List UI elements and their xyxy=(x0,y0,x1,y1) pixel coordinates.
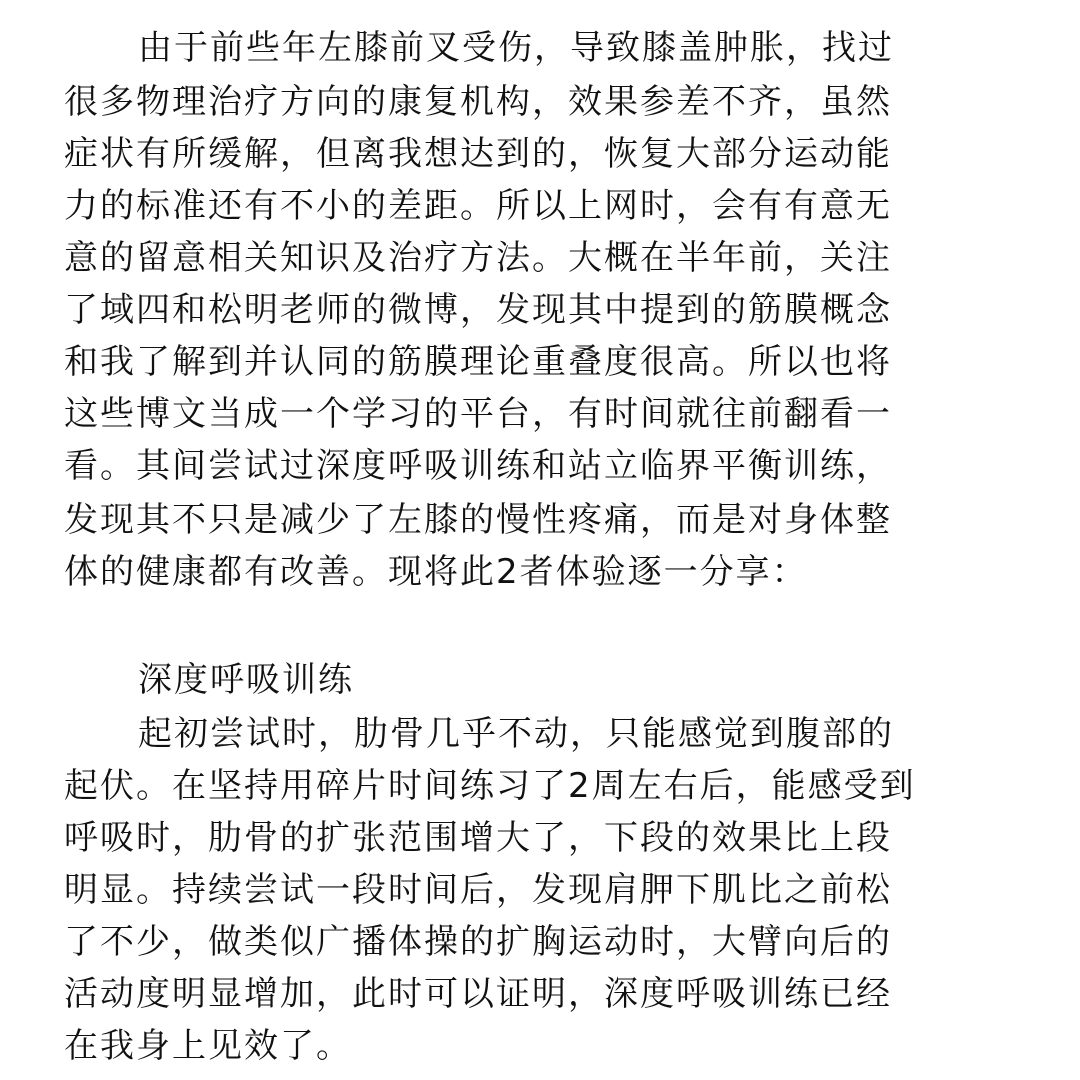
paragraph-2-line-6: 活动度明显增加，此时可以证明，深度呼吸训练已经 xyxy=(64,974,892,1014)
paragraph-2-line-2: 起伏。在坚持用碎片时间练习了2周左右后，能感受到 xyxy=(64,766,916,806)
paragraph-2-line-5: 了不少，做类似广播体操的扩胸运动时，大臂向后的 xyxy=(64,922,892,962)
paragraph-1-line-3: 症状有所缓解，但离我想达到的，恢复大部分运动能 xyxy=(64,134,892,174)
paragraph-1-line-1: 由于前些年左膝前叉受伤，导致膝盖肿胀，找过 xyxy=(138,28,894,68)
paragraph-1-line-2: 很多物理治疗方向的康复机构，效果参差不齐，虽然 xyxy=(64,82,892,122)
paragraph-1-line-11: 体的健康都有改善。现将此2者体验逐一分享： xyxy=(64,552,808,592)
paragraph-1-line-5: 意的留意相关知识及治疗方法。大概在半年前，关注 xyxy=(64,238,892,278)
paragraph-1-line-6: 了域四和松明老师的微博，发现其中提到的筋膜概念 xyxy=(64,290,892,330)
paragraph-2-line-7: 在我身上见效了。 xyxy=(64,1026,352,1066)
section-heading: 深度呼吸训练 xyxy=(138,660,354,700)
paragraph-1-line-7: 和我了解到并认同的筋膜理论重叠度很高。所以也将 xyxy=(64,342,892,382)
paragraph-2-line-1: 起初尝试时，肋骨几乎不动，只能感觉到腹部的 xyxy=(138,714,894,754)
paragraph-1-line-10: 发现其不只是减少了左膝的慢性疼痛，而是对身体整 xyxy=(64,500,892,540)
paragraph-2-line-3: 呼吸时，肋骨的扩张范围增大了，下段的效果比上段 xyxy=(64,818,892,858)
paragraph-2-line-4: 明显。持续尝试一段时间后，发现肩胛下肌比之前松 xyxy=(64,870,892,910)
paragraph-1-line-8: 这些博文当成一个学习的平台，有时间就往前翻看一 xyxy=(64,394,892,434)
paragraph-1-line-4: 力的标准还有不小的差距。所以上网时，会有有意无 xyxy=(64,186,892,226)
paragraph-1-line-9: 看。其间尝试过深度呼吸训练和站立临界平衡训练， xyxy=(64,446,892,486)
